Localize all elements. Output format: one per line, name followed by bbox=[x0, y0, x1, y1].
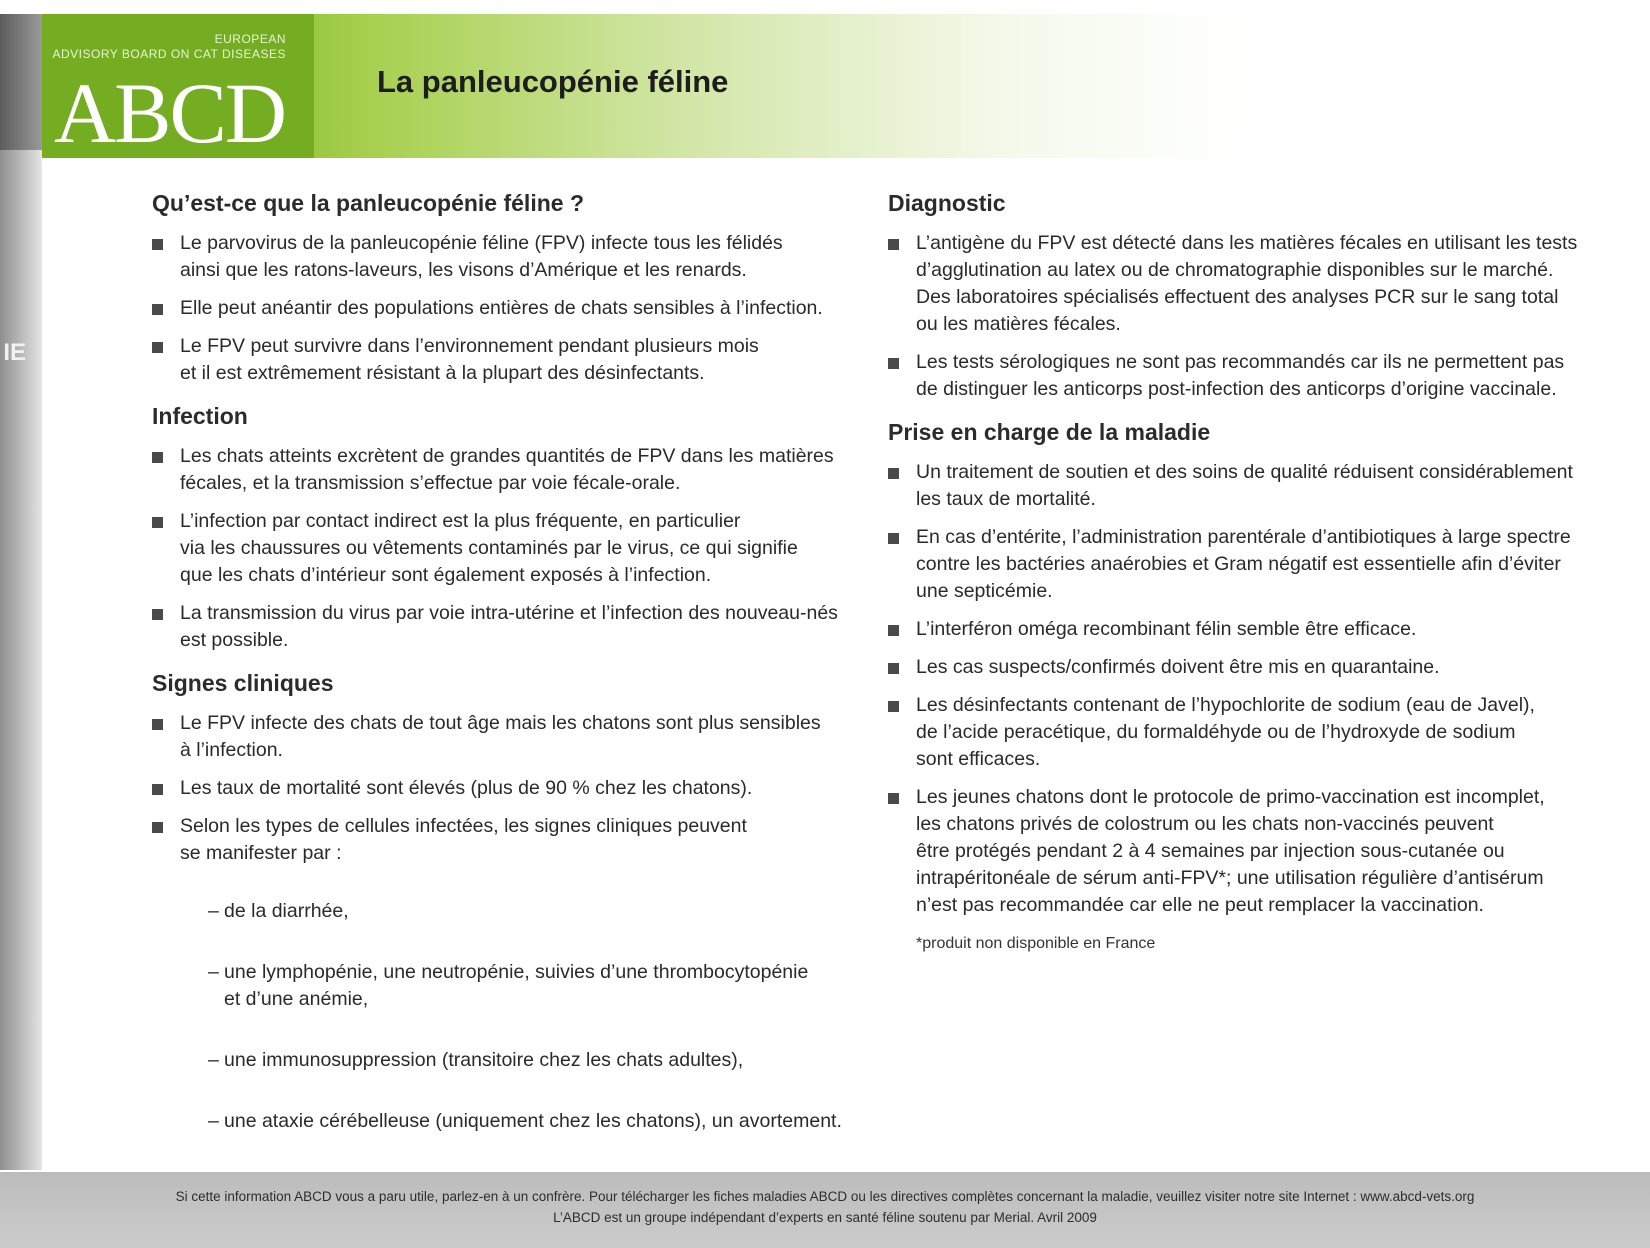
bullet-item bbox=[152, 443, 872, 497]
footnote: *produit non disponible en France bbox=[916, 935, 1156, 952]
bullet-square-icon bbox=[888, 701, 899, 712]
logo-abbreviation: ABCD bbox=[54, 65, 285, 161]
bullet-text: L’antigène du FPV est détecté dans les matières fécales en utilisant les tests d’agglutination au latex ou de chromatographie disponibles sur le marché. Des laboratoires spécialisés effectuent des analyses PCR sur le sang total ou les matières fécales. bbox=[916, 232, 1578, 335]
bullet-text: Les tests sérologiques ne sont pas recommandés car ils ne permettent pas de distinguer les anticorps post-infection des anticorps d’origine vaccinale. bbox=[916, 351, 1565, 400]
bullet-text: L’interféron oméga recombinant félin semble être efficace. bbox=[916, 618, 1417, 640]
abcd-logo bbox=[42, 14, 314, 161]
bullet-item bbox=[888, 524, 1608, 605]
right-column bbox=[888, 188, 1608, 967]
section-heading: Diagnostic bbox=[888, 190, 1006, 216]
left-column bbox=[152, 188, 872, 1210]
section-heading: Prise en charge de la maladie bbox=[888, 419, 1211, 445]
bullet-text: Le FPV peut survivre dans l’environnement pendant plusieurs mois et il est extrêmement résistant à la plupart des désinfectants. bbox=[180, 335, 759, 384]
bullet-item bbox=[152, 508, 872, 589]
bullet-item bbox=[888, 692, 1608, 773]
bullet-text: Les taux de mortalité sont élevés (plus de 90 % chez les chatons). bbox=[180, 777, 753, 799]
bullet-text: Le parvovirus de la panleucopénie féline (FPV) infecte tous les félidés ainsi que les ratons-laveurs, les visons d’Amérique et les renards. bbox=[180, 232, 783, 281]
bullet-item bbox=[888, 230, 1608, 338]
bullet-text: Un traitement de soutien et des soins de qualité réduisent considérablement les taux de mortalité. bbox=[916, 461, 1573, 510]
section-what-is bbox=[152, 188, 872, 387]
bullet-text: Les cas suspects/confirmés doivent être mis en quarantaine. bbox=[916, 656, 1440, 678]
bullet-text: Selon les types de cellules infectées, les signes cliniques peuvent se manifester par : bbox=[180, 815, 747, 864]
bullet-text: L’infection par contact indirect est la plus fréquente, en particulier via les chaussures ou vêtements contaminés par le virus, ce qui signifie que les chats d’intérieur sont également exposés à l’infection. bbox=[180, 510, 798, 586]
section-clinical-signs bbox=[152, 668, 872, 1196]
bullet-item bbox=[888, 349, 1608, 403]
bullet-text: Les jeunes chatons dont le protocole de primo-vaccination est incomplet, les chatons privés de colostrum ou les chats non-vaccinés peuvent être protégés pendant 2 à 4 semaines par injection sous-cutanée ou intrapéritonéale de sérum anti-FPV*; une utilisation régulière d’antisérum n’est pas recommandée car elle ne peut remplacer la vaccination. bbox=[916, 786, 1545, 916]
bullet-square-icon bbox=[152, 452, 163, 463]
left-side-strip bbox=[0, 150, 42, 1170]
bullet-square-icon bbox=[152, 342, 163, 353]
bullet-square-icon bbox=[888, 625, 899, 636]
bullet-square-icon bbox=[152, 517, 163, 528]
bullet-text: La transmission du virus par voie intra-utérine et l’infection des nouveau-nés est possible. bbox=[180, 602, 838, 651]
bullet-text: Les désinfectants contenant de l’hypochlorite de sodium (eau de Javel), de l’acide peracétique, du formaldéhyde ou de l’hydroxyde de sodium sont efficaces. bbox=[916, 694, 1535, 770]
logo-line-board: ADVISORY BOARD ON CAT DISEASES bbox=[52, 47, 286, 61]
section-heading: Signes cliniques bbox=[152, 670, 334, 696]
bullet-item bbox=[152, 813, 872, 1196]
bullet-item bbox=[888, 459, 1608, 513]
logo-subtitle bbox=[52, 32, 286, 62]
bullet-text: En cas d’entérite, l’administration parentérale d’antibiotiques à large spectre contre les bactéries anaérobies et Gram négatif est essentielle afin d’éviter une septicémie. bbox=[916, 526, 1571, 602]
bullet-text: Le FPV infecte des chats de tout âge mais les chatons sont plus sensibles à l’infection. bbox=[180, 712, 821, 761]
bullet-item bbox=[888, 616, 1608, 643]
bullet-square-icon bbox=[152, 304, 163, 315]
section-infection bbox=[152, 401, 872, 654]
footer bbox=[0, 1172, 1650, 1248]
bullet-item bbox=[888, 654, 1608, 681]
section-diagnostic bbox=[888, 188, 1608, 403]
section-heading: Infection bbox=[152, 403, 248, 429]
side-tab-letters: IE bbox=[3, 339, 26, 366]
bullet-item bbox=[152, 333, 872, 387]
left-strip-top bbox=[0, 14, 42, 150]
bullet-square-icon bbox=[888, 533, 899, 544]
bullet-square-icon bbox=[888, 468, 899, 479]
bullet-list bbox=[152, 443, 872, 654]
bullet-square-icon bbox=[152, 784, 163, 795]
bullet-list bbox=[888, 230, 1608, 403]
bullet-list bbox=[152, 710, 872, 1196]
footer-text bbox=[0, 1172, 1650, 1228]
section-heading: Qu’est-ce que la panleucopénie féline ? bbox=[152, 190, 584, 216]
bullet-square-icon bbox=[152, 239, 163, 250]
bullet-square-icon bbox=[888, 358, 899, 369]
bullet-square-icon bbox=[888, 793, 899, 804]
bullet-item bbox=[888, 784, 1608, 919]
bullet-text: Les chats atteints excrètent de grandes quantités de FPV dans les matières fécales, et la transmission s’effectue par voie fécale-orale. bbox=[180, 445, 834, 494]
sub-item: – une lymphopénie, une neutropénie, suivies d’une thrombocytopénie et d’une anémie, bbox=[208, 959, 872, 1013]
logo-line-european: EUROPEAN bbox=[214, 32, 286, 46]
bullet-item bbox=[152, 295, 872, 322]
sub-item: – une immunosuppression (transitoire chez les chats adultes), bbox=[208, 1047, 872, 1074]
bullet-square-icon bbox=[152, 609, 163, 620]
bullet-item bbox=[152, 710, 872, 764]
bullet-square-icon bbox=[888, 239, 899, 250]
bullet-square-icon bbox=[152, 822, 163, 833]
bullet-item bbox=[152, 600, 872, 654]
sub-item: – de la diarrhée, bbox=[208, 898, 872, 925]
bullet-item bbox=[152, 775, 872, 802]
footer-line-1: Si cette information ABCD vous a paru utile, parlez-en à un confrère. Pour télécharger les fiches maladies ABCD ou les directives complètes concernant la maladie, veuillez visiter notre site Internet : www.abcd-vets.org bbox=[175, 1189, 1475, 1204]
sub-item: – une ataxie cérébelleuse (uniquement chez les chatons), un avortement. bbox=[208, 1108, 872, 1135]
sub-list bbox=[208, 871, 872, 1169]
bullet-text: Elle peut anéantir des populations entières de chats sensibles à l’infection. bbox=[180, 297, 823, 319]
bullet-list bbox=[152, 230, 872, 387]
bullet-square-icon bbox=[888, 663, 899, 674]
page-title: La panleucopénie féline bbox=[377, 64, 729, 99]
bullet-list bbox=[888, 459, 1608, 919]
footer-line-2: L’ABCD est un groupe indépendant d’experts en santé féline soutenu par Merial. Avril 2009 bbox=[553, 1210, 1097, 1225]
bullet-square-icon bbox=[152, 719, 163, 730]
section-management bbox=[888, 417, 1608, 953]
bullet-item bbox=[152, 230, 872, 284]
